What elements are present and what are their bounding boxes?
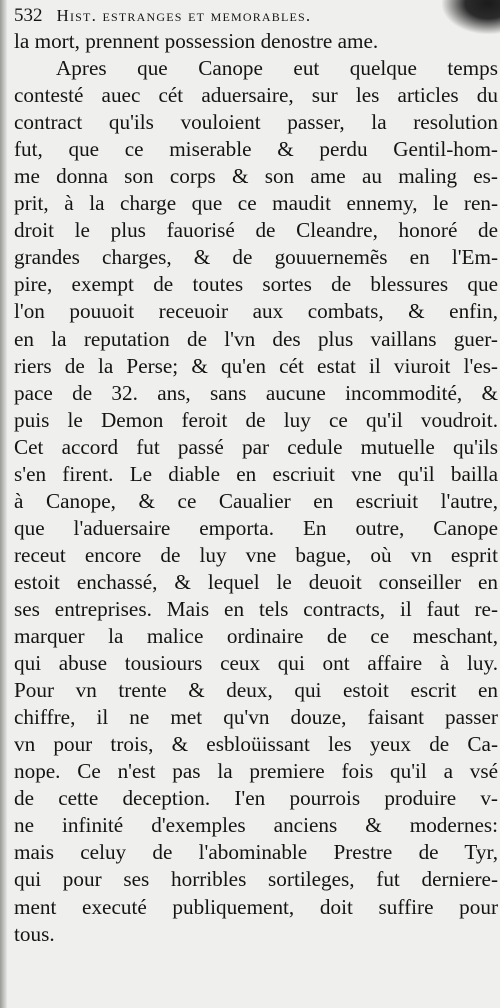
text-line: estoit enchassé, & lequel le deuoit conseiller en: [14, 569, 498, 594]
text-line: pace de 32. ans, sans aucune incommodité, &: [14, 380, 498, 405]
text-line: Pour vn trente & deux, qui estoit escrit en: [14, 678, 498, 703]
text-line: pire, exempt de toutes sortes de blessures que: [14, 272, 498, 297]
text-line: receut encore de luy vne bague, où vn esprit: [14, 542, 498, 567]
text-line: l'on pouuoit receuoir aux combats, & enfin,: [14, 299, 498, 324]
text-line: riers de la Perse; & qu'en cét estat il viuroit l'es-: [14, 353, 498, 378]
text-line: contract qu'ils vouloient passer, la resolution: [14, 110, 498, 135]
text-line: grandes charges, & de gouuernemẽs en l'Em-: [14, 245, 498, 270]
text-line: ne infinité d'exemples anciens & modernes:: [14, 813, 498, 838]
text-line: Cet accord fut passé par cedule mutuelle qu'ils: [14, 434, 498, 459]
text-line: me donna son corps & son ame au maling es-: [14, 164, 498, 189]
text-line: la mort, prennent possession denostre ame.: [14, 29, 379, 53]
text-line: contesté auec cét aduersaire, sur les articles du: [14, 83, 498, 108]
text-line: de cette deception. I'en pourrois produire v-: [14, 786, 498, 811]
text-line: vn pour trois, & esbloüissant les yeux de Ca-: [14, 732, 498, 757]
body-text: [14, 28, 498, 948]
text-line: que l'aduersaire emporta. En outre, Canope: [14, 515, 498, 540]
text-line: nope. Ce n'est pas la premiere fois qu'il a vsé: [14, 759, 498, 784]
text-line: s'en firent. Le diable en escriuit vne qu'il bailla: [14, 461, 498, 486]
text-line: mais celuy de l'abominable Prestre de Tyr,: [14, 840, 498, 865]
text-line: droit le plus fauorisé de Cleandre, honoré de: [14, 218, 498, 243]
text-line: qui pour ses horribles sortileges, fut derniere-: [14, 867, 498, 892]
text-line: fut, que ce miserable & perdu Gentil-hom-: [14, 137, 498, 162]
text-line: marquer la malice ordinaire de ce meschant,: [14, 624, 498, 649]
page-header: [14, 3, 454, 29]
text-line: puis le Demon feroit de luy ce qu'il voudroit.: [14, 407, 498, 432]
page-number: 532: [14, 5, 43, 26]
text-line: chiffre, il ne met qu'vn douze, faisant passer: [14, 705, 498, 730]
text-line: ment executé publiquement, doit suffire pour: [14, 894, 498, 919]
text-line: prit, à la charge que ce maudit ennemy, le ren-: [14, 191, 498, 216]
text-line: à Canope, & ce Caualier en escriuit l'autre,: [14, 488, 498, 513]
text-line: qui abuse tousiours ceux qui ont affaire à luy.: [14, 651, 498, 676]
running-title: Hist. estranges et memorables.: [56, 6, 312, 25]
text-line: ses entreprises. Mais en tels contracts, il faut re-: [14, 596, 498, 621]
text-line: Apres que Canope eut quelque temps: [56, 56, 498, 81]
text-line: en la reputation de l'vn des plus vaillans guer-: [14, 326, 498, 351]
text-line: tous.: [14, 921, 55, 946]
page-gutter-shadow: [0, 0, 7, 1008]
